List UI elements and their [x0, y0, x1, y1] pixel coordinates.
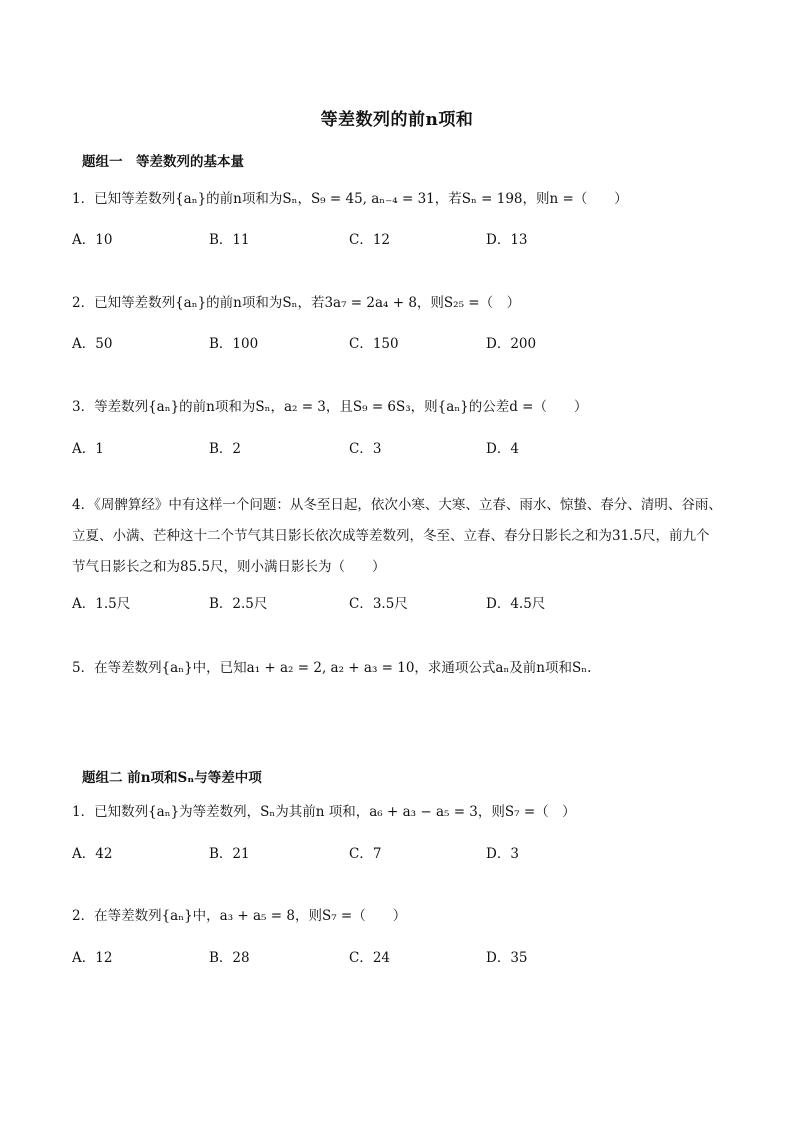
- option-b: B．11: [209, 232, 250, 248]
- options-2-1: [72, 842, 732, 862]
- option-b: B．28: [209, 950, 250, 966]
- option-c: C．150: [349, 336, 399, 352]
- page-title: 等差数列的前n项和: [320, 110, 474, 130]
- option-c: C．3: [349, 441, 382, 457]
- option-d: D．3: [486, 846, 519, 862]
- option-a: A．42: [72, 846, 113, 862]
- section-heading-1: 题组一 等差数列的基本量: [82, 154, 244, 170]
- options-2-2: [72, 946, 732, 966]
- section-heading-2: 题组二 前n项和Sₙ与等差中项: [82, 770, 262, 786]
- option-a: A．1.5尺: [72, 596, 131, 612]
- option-d: D．35: [486, 950, 528, 966]
- question-1-4: 4．《周髀算经》中有这样一个问题：从冬至日起，依次小寒、大寒、立春、雨水、惊蛰、春分、清明、谷雨、立夏、小满、芒种这十二个节气其日影长依次成等差数列，冬至、立春、春分日影长之和为31.5尺，前九个节气日影长之和为85.5尺，则小满日影长为（ ）: [72, 497, 722, 575]
- option-d: D．13: [486, 232, 528, 248]
- option-d: D．4: [486, 441, 519, 457]
- option-a: A．1: [72, 441, 104, 457]
- option-d: D．200: [486, 336, 537, 352]
- option-c: C．12: [349, 232, 391, 248]
- option-d: D．4.5尺: [486, 596, 546, 612]
- question-1-3: 3．等差数列{aₙ}的前n项和为Sₙ，a₂ = 3，且S₉ = 6S₃，则{aₙ}的公差d =（ ）: [72, 399, 588, 415]
- question-2-2: 2．在等差数列{aₙ}中，a₃ + a₅ = 8，则S₇ =（ ）: [72, 908, 407, 924]
- option-c: C．3.5尺: [349, 596, 408, 612]
- option-b: B．100: [209, 336, 259, 352]
- options-1-3: [72, 437, 732, 457]
- options-1-1: [72, 228, 732, 248]
- question-1-2: 2．已知等差数列{aₙ}的前n项和为Sₙ，若3a₇ = 2a₄ + 8，则S₂₅ =（ ）: [72, 295, 521, 311]
- option-b: B．2: [209, 441, 242, 457]
- question-2-1: 1．已知数列{aₙ}为等差数列，Sₙ为其前n 项和，a₆ + a₃ − a₅ = 3，则S₇ =（ ）: [72, 804, 576, 820]
- options-1-2: [72, 332, 732, 352]
- option-b: B．2.5尺: [209, 596, 268, 612]
- option-a: A．10: [72, 232, 113, 248]
- options-1-4: [72, 592, 732, 612]
- option-c: C．7: [349, 846, 382, 862]
- option-b: B．21: [209, 846, 250, 862]
- option-c: C．24: [349, 950, 391, 966]
- question-1-5: 5．在等差数列{aₙ}中，已知a₁ + a₂ = 2, a₂ + a₃ = 10，求通项公式aₙ及前n项和Sₙ.: [72, 660, 592, 676]
- option-a: A．50: [72, 336, 113, 352]
- option-a: A．12: [72, 950, 113, 966]
- question-1-1: 1．已知等差数列{aₙ}的前n项和为Sₙ，S₉ = 45, aₙ₋₄ = 31，若Sₙ = 198，则n =（ ）: [72, 191, 628, 207]
